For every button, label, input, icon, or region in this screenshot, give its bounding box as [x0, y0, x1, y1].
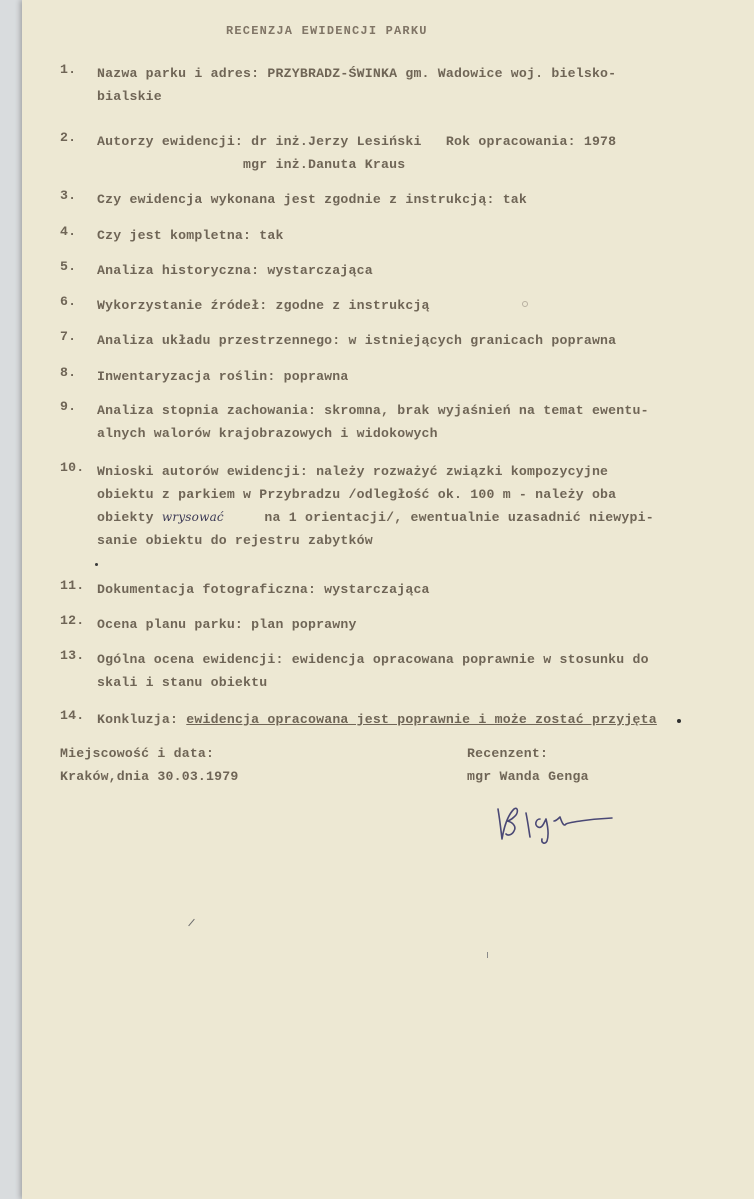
item-text-line: [97, 708, 718, 731]
item-text-line: sanie obiektu do rejestru zabytków: [97, 533, 373, 548]
item-text-line: alnych walorów krajobrazowych i widokowych: [97, 426, 438, 441]
item-text-fragment: obiekty: [97, 510, 162, 525]
item-number: 4.: [60, 224, 77, 239]
item-number: 10.: [60, 460, 85, 475]
reviewer-name: mgr Wanda Genga: [467, 769, 589, 784]
reviewer-label: Recenzent:: [467, 746, 549, 761]
handwritten-insertion: wrysować: [161, 510, 224, 524]
item-number: 3.: [60, 188, 77, 203]
item-text-line: Wnioski autorów ewidencji: należy rozważyć związki kompozycyjne: [97, 464, 609, 479]
item-number: 2.: [60, 130, 77, 145]
item-text-line: Ogólna ocena ewidencji: ewidencja opracowana poprawnie w stosunku do: [97, 652, 649, 667]
item-text-line: Wykorzystanie źródeł: zgodne z instrukcją: [97, 298, 430, 313]
item-number: 5.: [60, 259, 77, 274]
place-date-value: Kraków,dnia 30.03.1979: [60, 769, 239, 784]
item-text-line: mgr inż.Danuta Kraus: [97, 157, 406, 172]
item-text-line: obiektu z parkiem w Przybradzu /odległość ok. 100 m - należy oba: [97, 487, 617, 502]
ink-dot: [95, 563, 98, 566]
signature: [492, 797, 617, 847]
item-text-line: Czy ewidencja wykonana jest zgodnie z instrukcją: tak: [97, 192, 528, 207]
document-title: RECENZJA EWIDENCJI PARKU: [226, 24, 428, 38]
item-text-line: Inwentaryzacja roślin: poprawna: [97, 369, 349, 384]
item-number: 13.: [60, 648, 85, 663]
item-number: 11.: [60, 578, 85, 593]
item-text-line: Analiza historyczna: wystarczająca: [97, 263, 373, 278]
place-date-block: [60, 742, 239, 788]
pencil-mark: [188, 919, 195, 927]
conclusion-label: Konkluzja:: [97, 712, 187, 727]
item-number: 7.: [60, 329, 77, 344]
item-number: 9.: [60, 399, 77, 414]
item-number: 12.: [60, 613, 85, 628]
item-text-line: Czy jest kompletna: tak: [97, 228, 284, 243]
item-number: 8.: [60, 365, 77, 380]
item-text-line: Autorzy ewidencji: dr inż.Jerzy Lesiński Rok opracowania: 1978: [97, 134, 617, 149]
item-text-line: skali i stanu obiektu: [97, 675, 268, 690]
item-text-fragment: na 1 orientacji/, ewentualnie uzasadnić niewypi-: [223, 510, 654, 525]
item-number: 6.: [60, 294, 77, 309]
item-text-line: Nazwa parku i adres: PRZYBRADZ-ŚWINKA gm. Wadowice woj. bielsko-: [97, 66, 617, 81]
item-text-line: [97, 506, 718, 529]
ink-dot: [677, 719, 681, 723]
pencil-mark: [487, 952, 488, 958]
reviewer-block: [467, 742, 589, 788]
item-text-line: bialskie: [97, 89, 162, 104]
item-number: 14.: [60, 708, 85, 723]
item-number: 1.: [60, 62, 77, 77]
place-date-label: Miejscowość i data:: [60, 746, 215, 761]
item-text-line: Ocena planu parku: plan poprawny: [97, 617, 357, 632]
conclusion-text: ewidencja opracowana jest poprawnie i może zostać przyjęta: [186, 712, 657, 727]
paper-speck: [522, 301, 528, 307]
item-text-line: Analiza stopnia zachowania: skromna, brak wyjaśnień na temat ewentu-: [97, 403, 649, 418]
item-text-line: Analiza układu przestrzennego: w istniejących granicach poprawna: [97, 333, 617, 348]
item-text-line: Dokumentacja fotograficzna: wystarczająca: [97, 582, 430, 597]
